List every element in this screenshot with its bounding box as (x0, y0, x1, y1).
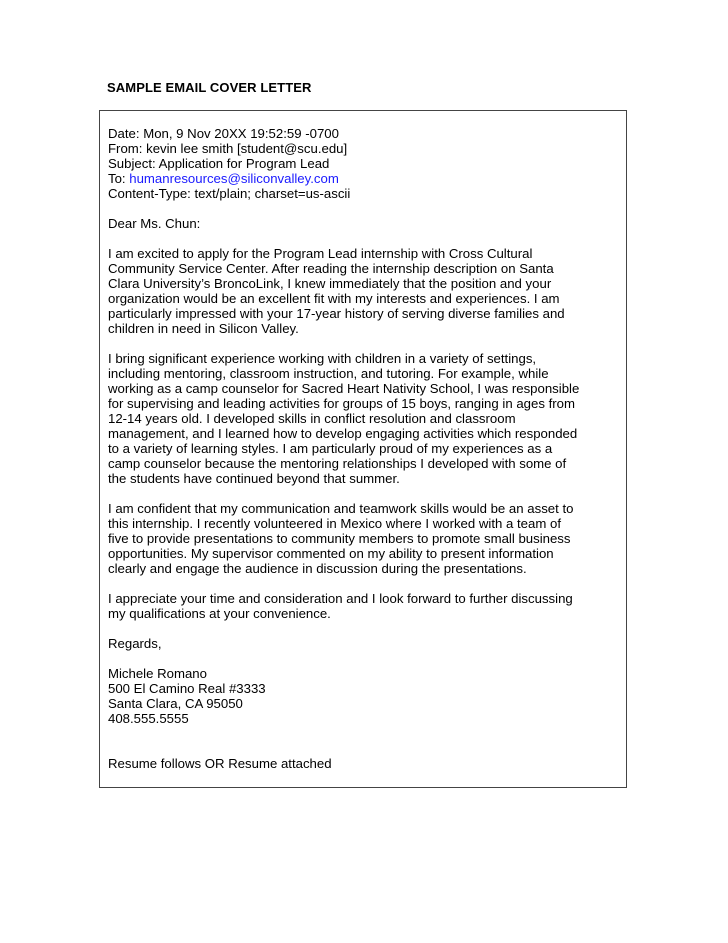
date-value: Mon, 9 Nov 20XX 19:52:59 -0700 (143, 126, 339, 141)
paragraph-line: for supervising and leading activities for groups of 15 boys, ranging in ages from (108, 396, 575, 411)
paragraph-line: particularly impressed with your 17-year history of serving diverse families and (108, 306, 565, 321)
recipient-email-link[interactable]: humanresources@siliconvalley.com (129, 171, 339, 186)
paragraph-line: camp counselor because the mentoring relationships I developed with some of (108, 456, 567, 471)
from-value: kevin lee smith [student@scu.edu] (146, 141, 348, 156)
letter-content (108, 126, 623, 771)
paragraph-line: 12-14 years old. I developed skills in conflict resolution and classroom (108, 411, 516, 426)
paragraph-line: I appreciate your time and consideration and I look forward to further discussing (108, 591, 573, 606)
date-label: Date: (108, 126, 140, 141)
signature-block (108, 666, 623, 726)
subject-value: Application for Program Lead (158, 156, 330, 171)
email-to-line (108, 171, 623, 186)
signature-name: Michele Romano (108, 666, 207, 681)
paragraph-line: I bring significant experience working with children in a variety of settings, (108, 351, 537, 366)
resume-note: Resume follows OR Resume attached (108, 756, 332, 771)
content-type-value: text/plain; charset=us-ascii (194, 186, 351, 201)
page-title: SAMPLE EMAIL COVER LETTER (107, 80, 312, 95)
email-date-line (108, 126, 623, 141)
paragraph-line: organization would be an excellent fit with my interests and experiences. I am (108, 291, 560, 306)
paragraph-line: this internship. I recently volunteered in Mexico where I worked with a team of (108, 516, 561, 531)
paragraph-line: the students have continued beyond that summer. (108, 471, 400, 486)
paragraph-line: to a variety of learning styles. I am particularly proud of my experiences as a (108, 441, 553, 456)
email-header (108, 126, 623, 201)
paragraph-line: clearly and engage the audience in discussion during the presentations. (108, 561, 527, 576)
closing: Regards, (108, 636, 162, 651)
paragraph-line: I am confident that my communication and teamwork skills would be an asset to (108, 501, 574, 516)
email-letter-box (99, 110, 627, 788)
email-content-type-line (108, 186, 623, 201)
signature-address-line-1: 500 El Camino Real #3333 (108, 681, 266, 696)
body-paragraph-4 (108, 591, 623, 621)
paragraph-line: my qualifications at your convenience. (108, 606, 331, 621)
subject-label: Subject: (108, 156, 156, 171)
paragraph-line: opportunities. My supervisor commented on my ability to present information (108, 546, 554, 561)
body-paragraph-3 (108, 501, 623, 576)
paragraph-line: Community Service Center. After reading the internship description on Santa (108, 261, 554, 276)
paragraph-line: I am excited to apply for the Program Lead internship with Cross Cultural (108, 246, 533, 261)
body-paragraph-2 (108, 351, 623, 486)
signature-phone: 408.555.5555 (108, 711, 189, 726)
paragraph-line: management, and I learned how to develop engaging activities which responded (108, 426, 578, 441)
from-label: From: (108, 141, 143, 156)
paragraph-line: five to provide presentations to community members to promote small business (108, 531, 571, 546)
salutation: Dear Ms. Chun: (108, 216, 201, 231)
paragraph-line: children in need in Silicon Valley. (108, 321, 299, 336)
email-subject-line (108, 156, 623, 171)
paragraph-line: Clara University’s BroncoLink, I knew immediately that the position and your (108, 276, 552, 291)
content-type-label: Content-Type: (108, 186, 191, 201)
to-label: To: (108, 171, 126, 186)
paragraph-line: including mentoring, classroom instruction, and tutoring. For example, while (108, 366, 549, 381)
paragraph-line: working as a camp counselor for Sacred Heart Nativity School, I was responsible (108, 381, 580, 396)
body-paragraph-1 (108, 246, 623, 336)
email-from-line (108, 141, 623, 156)
signature-address-line-2: Santa Clara, CA 95050 (108, 696, 243, 711)
